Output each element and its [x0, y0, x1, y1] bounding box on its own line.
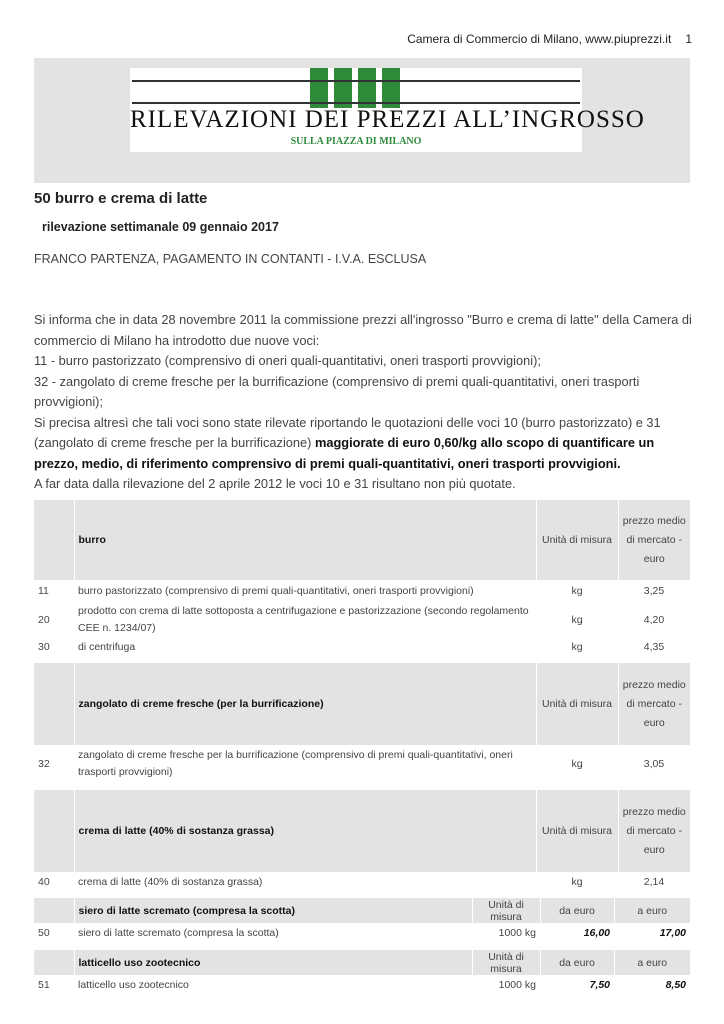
notice-line: [34, 413, 694, 475]
conditions: FRANCO PARTENZA, PAGAMENTO IN CONTANTI - I.V.A. ESCLUSA: [34, 252, 427, 266]
item-unit: kg: [571, 640, 583, 653]
notice-line: 32 - zangolato di creme fresche per la burrificazione (comprensivo di premi quali-quantitativi, oneri trasporti provvigioni);: [34, 373, 640, 409]
price-table-burro: [34, 500, 690, 656]
item-price: 4,35: [643, 640, 665, 653]
table-row: [34, 975, 690, 995]
section-name: latticello uso zootecnico: [74, 950, 472, 975]
notice-line: 11 - burro pastorizzato (comprensivo di oneri quali-quantitativi, oneri trasporti provvigioni);: [34, 353, 541, 368]
avg-price-label: prezzo medio di mercato - euro: [618, 663, 690, 745]
notice-line: A far data dalla rilevazione del 2 aprile 2012 le voci 10 e 31 risultano non più quotate.: [34, 476, 516, 491]
item-price-to: 17,00: [659, 926, 686, 939]
item-desc: di centrifuga: [78, 640, 136, 653]
table-row: [34, 745, 690, 783]
price-table-zangolato: [34, 663, 690, 783]
notice-line: Si informa che in data 28 novembre 2011 la commissione prezzi all'ingrosso "Burro e crema di latte" della Camera di commercio di Milano ha introdotto due nuove voci:: [34, 312, 692, 348]
price-table-siero: [34, 898, 690, 943]
notice-highlight: maggiorate di euro 0,60/kg allo scopo di quantificare un prezzo, medio, di riferimento comprensivo di premi quali-quantitativi, oneri trasporti provvigioni.: [34, 435, 655, 471]
unit-label: Unità di misura: [536, 663, 618, 745]
price-table-crema: [34, 790, 690, 892]
item-desc: burro pastorizzato (comprensivo di premi quali-quantitativi, oneri trasporti provvigioni): [78, 584, 474, 597]
to-label: a euro: [614, 898, 690, 923]
page-number: 1: [685, 32, 692, 46]
section-name: siero di latte scremato (compresa la scotta): [74, 898, 472, 923]
item-code: 30: [38, 640, 50, 653]
section-name: burro: [74, 500, 536, 580]
item-code: 40: [38, 875, 50, 888]
item-price: 4,20: [643, 613, 665, 626]
item-code: 11: [38, 584, 49, 597]
section-name: crema di latte (40% di sostanza grassa): [74, 790, 536, 872]
page-header: [407, 32, 692, 46]
section-header: [34, 663, 690, 745]
section-header: [34, 500, 690, 580]
item-unit: 1000 kg: [498, 926, 536, 939]
item-price-from: 16,00: [583, 926, 610, 939]
from-label: da euro: [540, 898, 614, 923]
logo-title: RILEVAZIONI DEI PREZZI ALL’INGROSSO: [130, 106, 645, 133]
unit-label: Unità di misura: [472, 950, 540, 975]
from-label: da euro: [540, 950, 614, 975]
item-price-from: 7,50: [589, 978, 610, 991]
item-desc: latticello uso zootecnico: [78, 978, 189, 991]
item-unit: kg: [571, 875, 583, 888]
item-price-to: 8,50: [665, 978, 686, 991]
survey-date: rilevazione settimanale 09 gennaio 2017: [42, 220, 279, 234]
banner: [34, 58, 690, 183]
logo: [130, 68, 645, 152]
item-unit: kg: [571, 584, 583, 597]
notice-text: Si precisa altresì che tali voci sono state rilevate riportando le quotazioni delle voci 10 (burro pastorizzato) e 31 (zangolato di creme fresche per la burrificazione): [34, 414, 661, 450]
item-desc: prodotto con crema di latte sottoposta a centrifugazione e pastorizzazione (secondo regolamento CEE n. 1234/07): [78, 605, 529, 634]
avg-price-label: prezzo medio di mercato - euro: [618, 790, 690, 872]
item-code: 32: [38, 757, 50, 770]
table-row: [34, 638, 690, 656]
price-table-latticello: [34, 950, 690, 995]
table-row: [34, 923, 690, 943]
item-desc: zangolato di creme fresche per la burrificazione (comprensivo di premi quali-quantitativi, oneri trasporti provvigioni): [78, 749, 513, 778]
page-title: 50 burro e crema di latte: [34, 190, 208, 207]
item-code: 20: [38, 613, 50, 626]
table-row: [34, 602, 690, 638]
item-price: 2,14: [643, 875, 665, 888]
avg-price-label: prezzo medio di mercato - euro: [618, 500, 690, 580]
unit-label: Unità di misura: [472, 898, 540, 923]
unit-label: Unità di misura: [536, 500, 618, 580]
item-unit: kg: [571, 757, 583, 770]
item-desc: crema di latte (40% di sostanza grassa): [78, 875, 263, 888]
item-unit: kg: [571, 613, 583, 626]
to-label: a euro: [614, 950, 690, 975]
item-desc: siero di latte scremato (compresa la scotta): [78, 926, 279, 939]
item-code: 50: [38, 926, 50, 939]
logo-subtitle: SULLA PIAZZA DI MILANO: [290, 136, 422, 147]
section-header: [34, 950, 690, 975]
table-row: [34, 580, 690, 602]
item-code: 51: [38, 978, 50, 991]
section-header: [34, 898, 690, 923]
item-price: 3,05: [643, 757, 665, 770]
source-text: Camera di Commercio di Milano, www.piuprezzi.it: [407, 32, 672, 46]
item-price: 3,25: [643, 584, 665, 597]
table-row: [34, 872, 690, 892]
notice: [34, 310, 694, 495]
section-name: zangolato di creme fresche (per la burrificazione): [74, 663, 536, 745]
logo-rule: [132, 102, 580, 104]
item-unit: 1000 kg: [498, 978, 536, 991]
unit-label: Unità di misura: [536, 790, 618, 872]
section-header: [34, 790, 690, 872]
logo-rule: [132, 80, 580, 82]
